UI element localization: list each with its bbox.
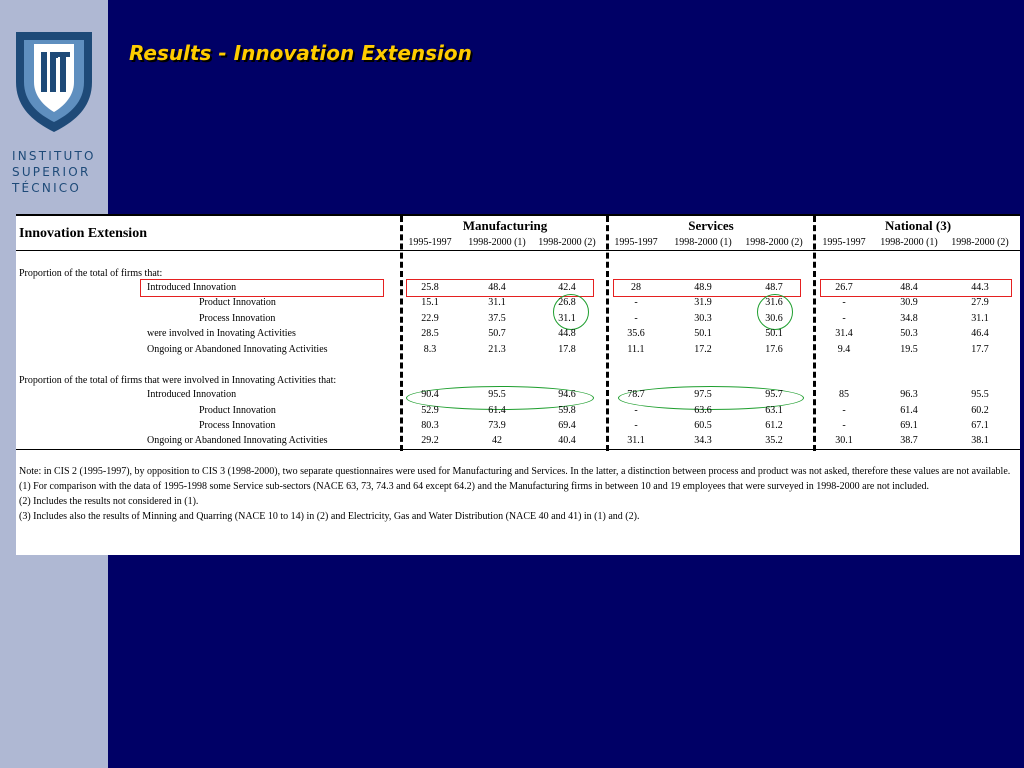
table-cell: - [842,420,846,431]
table-cell: 94.6 [558,389,576,400]
subheader-cell: 1998-2000 (1) [468,237,526,248]
table-cell: 29.2 [421,435,439,446]
table-cell: 35.2 [765,435,783,446]
table-cell: 69.4 [558,420,576,431]
subheader-cell: 1995-1997 [822,237,866,248]
institute-name-line-1: INSTITUTO [12,149,96,163]
table-cell: 42 [492,435,502,446]
table-cell: 25.8 [421,282,439,293]
table-cell: - [634,420,638,431]
table-cell: 67.1 [971,420,989,431]
table-cell: 50.1 [694,328,712,339]
table-cell: 61.2 [765,420,783,431]
table-cell: 38.7 [900,435,918,446]
table-cell: 96.3 [900,389,918,400]
table-cell: 48.9 [694,282,712,293]
table-cell: 90.4 [421,389,439,400]
note-2: (2) Includes the results not considered in (1). [19,496,199,507]
header-rule [16,250,1020,251]
table-cell: 63.6 [694,405,712,416]
table-cell: 73.9 [488,420,506,431]
subheader-cell: 1995-1997 [408,237,452,248]
table-cell: 85 [839,389,849,400]
divider-national [813,216,816,451]
row-label: Product Innovation [199,297,276,308]
institute-name-line-3: TÉCNICO [12,181,82,195]
table-cell: 31.1 [488,297,506,308]
note-main: Note: in CIS 2 (1995-1997), by opposition to CIS 3 (1998-2000), two separate questionnaires were used for Manufacturing and Services. In the latter, a distinction between process and product was not asked, therefore these values are not available. [19,466,1011,477]
table-cell: 17.8 [558,344,576,355]
table-cell: 30.3 [694,313,712,324]
table-cell: 80.3 [421,420,439,431]
table-title: Innovation Extension [19,226,147,241]
table-cell: 42.4 [558,282,576,293]
group-manufacturing: Manufacturing [462,218,548,233]
subheader-cell: 1998-2000 (1) [674,237,732,248]
table-cell: 95.5 [488,389,506,400]
table-cell: 11.1 [627,344,645,355]
table-cell: 97.5 [694,389,712,400]
table-cell: 59.8 [558,405,576,416]
table-cell: 61.4 [900,405,918,416]
row-label: Product Innovation [199,405,276,416]
table-cell: 22.9 [421,313,439,324]
table-cell: 8.3 [423,344,437,355]
group-national: National (3) [884,218,952,233]
table-cell: 15.1 [421,297,439,308]
section-label-2: Proportion of the total of firms that were involved in Innovating Activities that: [19,375,337,386]
subheader-cell: 1998-2000 (2) [951,237,1009,248]
table-cell: 48.4 [900,282,918,293]
table-cell: 9.4 [837,344,851,355]
subheader-cell: 1998-2000 (1) [880,237,938,248]
table-cell: 50.3 [900,328,918,339]
row-label: were involved in Inovating Activities [147,328,296,339]
table-cell: 63.1 [765,405,783,416]
table-cell: 17.7 [971,344,989,355]
table-cell: 31.9 [694,297,712,308]
table-notes [19,464,1017,524]
table-cell: 37.5 [488,313,506,324]
table-cell: 95.7 [765,389,783,400]
table-cell: 27.9 [971,297,989,308]
table-cell: 30.6 [765,313,783,324]
row-label: Process Innovation [199,313,276,324]
table-cell: 52.9 [421,405,439,416]
table-cell: 17.6 [765,344,783,355]
table-cell: 30.9 [900,297,918,308]
row-label: Introduced Innovation [147,389,237,400]
table-cell: 31.1 [627,435,645,446]
group-services: Services [688,218,734,233]
row-label: Ongoing or Abandoned Innovating Activities [147,344,328,355]
institute-name [12,148,102,196]
subheader-cell: 1995-1997 [614,237,658,248]
row-label: Ongoing or Abandoned Innovating Activities [147,435,328,446]
table-cell: 44.3 [971,282,989,293]
subheader-cell: 1998-2000 (2) [745,237,803,248]
table-cell: 69.1 [900,420,918,431]
table-cell: 26.7 [835,282,853,293]
note-1: (1) For comparison with the data of 1995-1998 some Service sub-sectors (NACE 63, 73, 74.3 and 64 except 64.2) and the Manufacturing firms in between 10 and 19 employees that were surveyed in 1998-2000 are not included. [19,481,930,492]
table-cell: 50.7 [488,328,506,339]
slide-title: Results - Innovation Extension [129,41,472,65]
table-cell: 17.2 [694,344,712,355]
table-cell: 60.5 [694,420,712,431]
institute-name-line-2: SUPERIOR [12,165,91,179]
table-cell: 31.4 [835,328,853,339]
table-cell: - [634,297,638,308]
body-rule [16,449,1020,450]
table-cell: 31.1 [971,313,989,324]
table-cell: 28 [631,282,641,293]
table-cell: 19.5 [900,344,918,355]
table-cell: 46.4 [971,328,989,339]
table-cell: 48.7 [765,282,783,293]
table-cell: 44.8 [558,328,576,339]
table-cell: 28.5 [421,328,439,339]
table-cell: 26.8 [558,297,576,308]
table-cell: 78.7 [627,389,645,400]
table-cell: 35.6 [627,328,645,339]
table-cell: 95.5 [971,389,989,400]
subheader-cell: 1998-2000 (2) [538,237,596,248]
results-table [16,214,1020,555]
table-cell: 40.4 [558,435,576,446]
divider-services [606,216,609,451]
table-cell: - [842,313,846,324]
table-cell: 31.6 [765,297,783,308]
note-3: (3) Includes also the results of Minning and Quarring (NACE 10 to 14) in (2) and Electricity, Gas and Water Distribution (NACE 40 and 41) in (1) and (2). [19,511,640,522]
table-cell: 50.1 [765,328,783,339]
row-label: Introduced Innovation [147,282,237,293]
row-label: Process Innovation [199,420,276,431]
table-cell: - [634,405,638,416]
table-cell: 60.2 [971,405,989,416]
ist-logo-shield [14,30,94,134]
table-cell: 34.3 [694,435,712,446]
table-cell: 30.1 [835,435,853,446]
divider-manufacturing [400,216,403,451]
table-cell: - [842,405,846,416]
table-cell: 34.8 [900,313,918,324]
table-cell: - [634,313,638,324]
table-cell: 61.4 [488,405,506,416]
table-cell: 48.4 [488,282,506,293]
table-cell: 21.3 [488,344,506,355]
section-label-1: Proportion of the total of firms that: [19,268,163,279]
table-cell: 38.1 [971,435,989,446]
table-cell: - [842,297,846,308]
table-cell: 31.1 [558,313,576,324]
